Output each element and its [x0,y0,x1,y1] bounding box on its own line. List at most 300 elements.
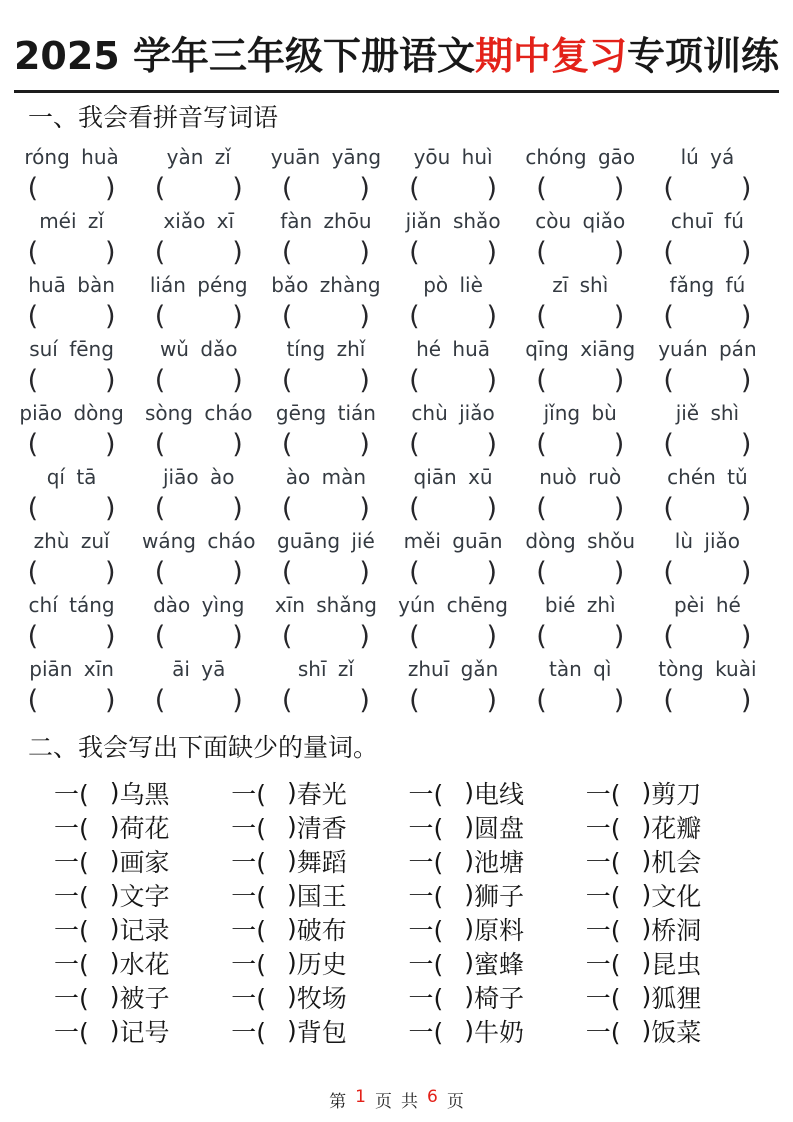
pinyin-label: jiǎn shǎo [405,208,501,233]
pinyin-label: xiǎo xī [163,208,235,233]
answer-cell [135,685,262,717]
item-suffix: ) [287,880,297,910]
item-noun: 荷花 [119,813,170,843]
footer-label-di: 第 [329,1091,347,1112]
answer-blank [663,493,752,525]
title-text-suffix: 专项训练 [627,34,780,78]
open-paren: ( [663,621,674,653]
pinyin-label: hé huā [416,336,491,361]
pinyin-row [8,140,771,173]
measure-word-item [231,979,408,1015]
pinyin-label: chóng gāo [525,144,636,169]
answer-cell [389,365,516,397]
answer-cell [8,237,135,269]
answer-cell [517,301,644,333]
answer-blank [409,557,498,589]
pinyin-label: wáng cháo [141,528,256,553]
pinyin-label: lián péng [149,272,248,297]
close-paren: ) [740,365,752,397]
item-noun: 饭菜 [651,1017,702,1047]
close-paren: ) [486,301,498,333]
pinyin-row [8,268,771,301]
measure-word-item [409,945,586,981]
open-paren: ( [281,429,293,461]
item-noun: 背包 [296,1017,347,1047]
measure-word-item [231,843,408,879]
pinyin-label: měi guān [403,528,503,553]
answer-cell [135,237,262,269]
item-noun: 舞蹈 [296,847,347,877]
answer-cell [389,237,516,269]
measure-word-item [586,809,763,845]
footer-label-gong: 共 [401,1091,418,1112]
answer-blank [27,301,116,333]
pinyin-label: qīng xiāng [525,336,636,361]
pinyin-row [8,204,771,237]
open-paren: ( [663,365,674,397]
item-noun: 牛奶 [474,1017,525,1047]
close-paren: ) [740,685,752,717]
item-suffix: ) [641,982,652,1012]
item-suffix: ) [109,948,120,978]
answer-blank [27,365,116,397]
open-paren: ( [281,493,293,525]
pinyin-row [8,588,771,621]
answer-blank [281,301,370,333]
measure-word-item [409,877,586,913]
measure-word-row [54,1013,763,1047]
close-paren: ) [359,621,370,653]
close-paren: ) [740,557,752,589]
close-paren: ) [359,173,370,205]
pinyin-label: xīn shǎng [274,592,377,617]
open-paren: ( [281,365,293,397]
item-prefix: 一( [54,813,89,843]
measure-word-item [54,843,231,879]
close-paren: ) [740,429,752,461]
pinyin-label: huā bàn [28,272,115,297]
close-paren: ) [613,365,625,397]
close-paren: ) [359,493,370,525]
answer-cell [517,365,644,397]
open-paren: ( [409,365,420,397]
answer-blank [27,493,116,525]
open-paren: ( [536,365,547,397]
close-paren: ) [486,493,498,525]
item-noun: 昆虫 [651,949,702,979]
measure-word-row [54,979,763,1013]
item-prefix: 一( [408,1017,444,1047]
answer-cell [644,557,771,589]
open-paren: ( [154,365,166,397]
item-prefix: 一( [585,915,621,945]
pinyin-row [8,332,771,365]
answer-cell [262,685,389,717]
item-noun: 历史 [296,949,347,979]
pinyin-label: bié zhì [544,592,616,617]
open-paren: ( [281,237,293,269]
answer-blank [281,557,370,589]
item-prefix: 一( [585,813,621,843]
title-text-prefix: 2025 学年三年级下册语文 [13,34,475,78]
close-paren: ) [232,173,243,205]
measure-word-item [409,843,586,879]
open-paren: ( [536,557,547,589]
open-paren: ( [154,685,166,717]
pinyin-label: yuān yāng [270,144,382,169]
answer-cell [8,429,135,461]
pinyin-label: yún chēng [398,592,509,617]
close-paren: ) [613,685,625,717]
answer-blank [409,685,498,717]
item-noun: 电线 [474,779,525,809]
close-paren: ) [613,301,625,333]
answer-blank [536,237,625,269]
pinyin-label: qiān xū [413,464,493,489]
answer-cell [135,365,262,397]
pinyin-label: yuán pán [658,336,757,361]
section-1-heading: 一、我会看拼音写词语 [28,102,279,132]
answer-row [8,301,771,332]
item-prefix: 一( [408,983,444,1013]
answer-blank [27,685,116,717]
item-noun: 文字 [119,881,170,911]
answer-row [8,429,771,460]
close-paren: ) [740,173,752,205]
answer-cell [644,237,771,269]
answer-blank [663,429,752,461]
pinyin-label: chí táng [28,592,115,617]
close-paren: ) [105,365,116,397]
close-paren: ) [105,237,116,269]
item-noun: 剪刀 [651,779,702,809]
item-suffix: ) [109,812,120,842]
close-paren: ) [740,301,752,333]
open-paren: ( [409,237,420,269]
answer-blank [281,173,370,205]
measure-word-row [54,775,763,809]
close-paren: ) [232,237,243,269]
answer-cell [262,557,389,589]
title-highlight: 期中复习 [474,34,627,78]
item-suffix: ) [109,1016,120,1046]
measure-word-item [409,1013,586,1049]
open-paren: ( [536,173,547,205]
measure-word-item [54,979,231,1015]
pinyin-label: ào màn [285,464,367,489]
close-paren: ) [105,621,116,653]
pinyin-label: jǐng bù [543,400,617,425]
item-noun: 蜜蜂 [474,949,525,979]
measure-word-item [54,775,231,811]
answer-cell [8,493,135,525]
item-prefix: 一( [408,949,444,979]
answer-cell [135,173,262,205]
answer-cell [389,557,516,589]
measure-word-row [54,911,763,945]
pinyin-row [8,524,771,557]
item-suffix: ) [464,948,475,978]
answer-row [8,173,771,204]
answer-cell [8,621,135,653]
close-paren: ) [486,429,498,461]
item-prefix: 一( [585,847,621,877]
answer-blank [281,429,370,461]
answer-cell [389,493,516,525]
close-paren: ) [359,237,370,269]
answer-blank [536,685,625,717]
open-paren: ( [27,237,39,269]
open-paren: ( [536,429,547,461]
item-suffix: ) [287,982,297,1012]
pinyin-label: yōu huì [413,144,493,169]
item-prefix: 一( [54,779,89,809]
item-suffix: ) [109,846,120,876]
answer-blank [409,621,498,653]
answer-blank [536,301,625,333]
answer-blank [663,365,752,397]
pinyin-label: róng huà [24,144,119,169]
measure-word-item [409,775,586,811]
measure-word-item [409,979,586,1015]
pinyin-label: dòng shǒu [525,528,636,553]
close-paren: ) [232,301,243,333]
open-paren: ( [409,557,420,589]
measure-word-item [586,945,763,981]
answer-cell [262,301,389,333]
item-suffix: ) [641,812,652,842]
item-suffix: ) [287,812,297,842]
close-paren: ) [359,365,370,397]
answer-blank [154,237,243,269]
measure-word-item [54,911,231,947]
answer-blank [663,173,752,205]
item-suffix: ) [464,1016,475,1046]
answer-row [8,685,771,716]
title-divider [14,90,779,93]
item-suffix: ) [287,914,297,944]
pinyin-label: zhù zuǐ [33,528,110,553]
close-paren: ) [740,493,752,525]
answer-cell [517,173,644,205]
item-prefix: 一( [408,915,444,945]
pinyin-label: yàn zǐ [166,144,231,169]
item-suffix: ) [641,1016,652,1046]
open-paren: ( [663,429,674,461]
answer-row [8,365,771,396]
open-paren: ( [27,621,39,653]
item-noun: 清香 [296,813,347,843]
close-paren: ) [232,557,243,589]
answer-blank [663,621,752,653]
measure-word-row [54,877,763,911]
close-paren: ) [486,173,498,205]
answer-blank [663,685,752,717]
answer-blank [281,237,370,269]
answer-blank [154,301,243,333]
measure-word-item [586,911,763,947]
total-pages: 6 [427,1086,438,1107]
item-noun: 狮子 [474,881,525,911]
close-paren: ) [740,621,752,653]
open-paren: ( [409,621,420,653]
footer-label-ye-2: 页 [446,1091,464,1112]
answer-cell [644,685,771,717]
item-prefix: 一( [585,1017,621,1047]
item-prefix: 一( [54,1017,89,1047]
answer-cell [135,557,262,589]
close-paren: ) [613,621,625,653]
close-paren: ) [232,493,243,525]
pinyin-label: guāng jié [277,528,375,553]
close-paren: ) [613,429,625,461]
answer-cell [517,237,644,269]
measure-word-item [586,775,763,811]
answer-cell [8,685,135,717]
answer-cell [517,493,644,525]
pinyin-label: méi zǐ [39,208,104,233]
open-paren: ( [663,237,674,269]
footer-label-ye-1: 页 [375,1091,392,1112]
answer-cell [517,557,644,589]
pinyin-label: pèi hé [673,592,741,617]
item-prefix: 一( [408,881,444,911]
open-paren: ( [536,621,547,653]
answer-row [8,493,771,524]
pinyin-label: dào yìng [153,592,245,617]
item-noun: 乌黑 [119,779,170,809]
pinyin-label: bǎo zhàng [271,272,381,297]
pinyin-label: chù jiǎo [411,400,495,425]
close-paren: ) [232,685,243,717]
pinyin-label: zī shì [552,272,609,297]
answer-cell [135,493,262,525]
answer-cell [517,685,644,717]
item-prefix: 一( [54,949,89,979]
item-suffix: ) [287,1016,297,1046]
item-prefix: 一( [231,1017,267,1047]
measure-word-item [409,809,586,845]
pinyin-label: piān xīn [29,656,114,681]
answer-cell [644,301,771,333]
pinyin-word-grid [8,140,771,716]
open-paren: ( [154,301,166,333]
answer-blank [281,621,370,653]
open-paren: ( [281,301,293,333]
open-paren: ( [663,685,674,717]
open-paren: ( [154,173,166,205]
open-paren: ( [27,493,39,525]
pinyin-label: tòng kuài [658,656,757,681]
open-paren: ( [154,493,166,525]
close-paren: ) [105,429,116,461]
answer-blank [409,237,498,269]
close-paren: ) [232,621,243,653]
pinyin-label: chuī fú [670,208,744,233]
answer-cell [644,429,771,461]
answer-blank [409,301,498,333]
answer-blank [154,621,243,653]
item-prefix: 一( [585,949,621,979]
item-prefix: 一( [585,983,621,1013]
pinyin-label: shī zǐ [297,656,354,681]
answer-blank [27,429,116,461]
item-prefix: 一( [231,847,267,877]
answer-row [8,621,771,652]
open-paren: ( [281,557,293,589]
answer-cell [135,429,262,461]
pinyin-label: jiě shì [675,400,740,425]
answer-cell [644,365,771,397]
item-prefix: 一( [585,881,621,911]
item-prefix: 一( [231,915,267,945]
item-suffix: ) [109,778,120,808]
answer-blank [27,557,116,589]
answer-blank [409,365,498,397]
close-paren: ) [486,365,498,397]
item-prefix: 一( [231,949,267,979]
measure-word-item [409,911,586,947]
close-paren: ) [613,493,625,525]
item-noun: 机会 [651,847,702,877]
open-paren: ( [663,557,674,589]
answer-cell [389,301,516,333]
item-noun: 椅子 [474,983,525,1013]
item-prefix: 一( [231,881,267,911]
open-paren: ( [409,685,420,717]
close-paren: ) [232,365,243,397]
item-suffix: ) [109,914,120,944]
answer-cell [135,621,262,653]
item-suffix: ) [287,778,297,808]
measure-word-item [54,877,231,913]
item-prefix: 一( [54,847,89,877]
answer-cell [389,685,516,717]
answer-cell [644,173,771,205]
close-paren: ) [486,557,498,589]
item-suffix: ) [287,948,297,978]
answer-blank [536,493,625,525]
answer-cell [262,173,389,205]
open-paren: ( [663,301,674,333]
answer-blank [27,237,116,269]
open-paren: ( [27,429,39,461]
answer-cell [8,173,135,205]
close-paren: ) [613,237,625,269]
item-prefix: 一( [408,813,444,843]
answer-cell [644,493,771,525]
close-paren: ) [359,685,370,717]
answer-blank [154,685,243,717]
close-paren: ) [486,685,498,717]
open-paren: ( [536,685,547,717]
answer-cell [262,365,389,397]
section-2-heading: 二、我会写出下面缺少的量词。 [28,733,379,763]
pinyin-label: piāo dòng [19,400,124,425]
item-suffix: ) [287,846,297,876]
pinyin-label: suí fēng [29,336,114,361]
pinyin-row [8,396,771,429]
answer-blank [154,365,243,397]
close-paren: ) [359,557,370,589]
answer-blank [536,365,625,397]
item-suffix: ) [464,914,475,944]
item-prefix: 一( [54,983,89,1013]
measure-word-item [586,843,763,879]
open-paren: ( [154,621,166,653]
answer-blank [154,173,243,205]
measure-word-item [231,911,408,947]
